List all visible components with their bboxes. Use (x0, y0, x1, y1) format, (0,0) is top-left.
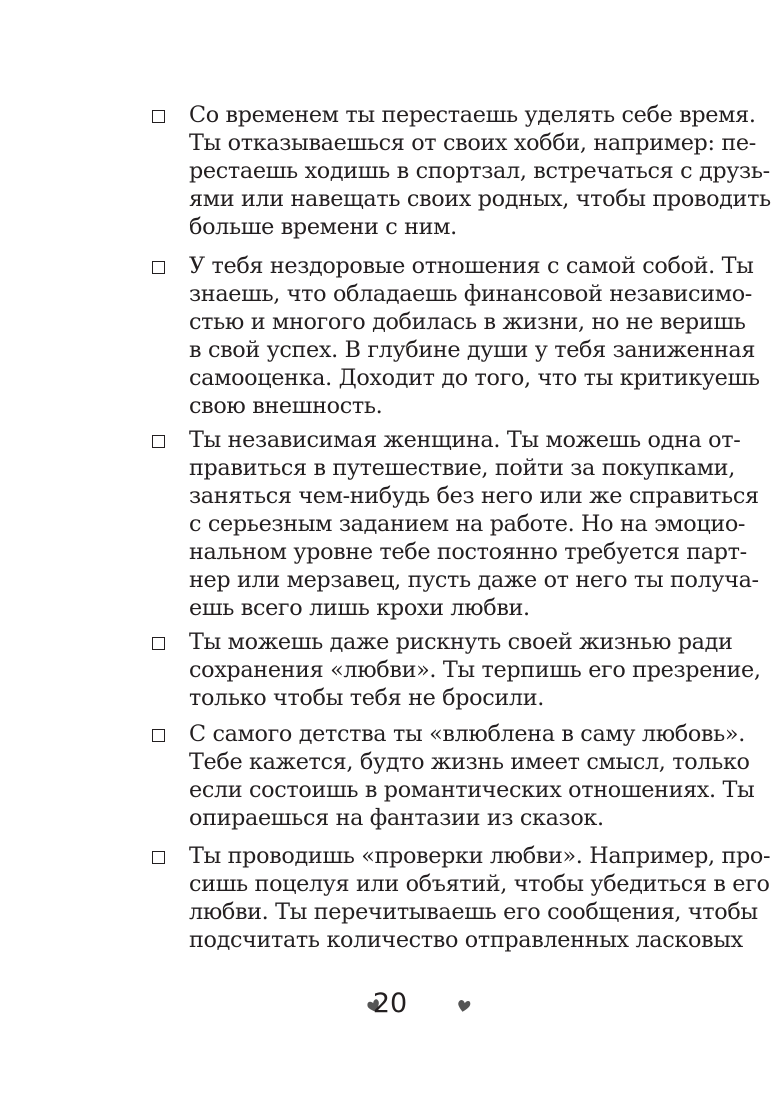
checkbox-icon[interactable] (152, 435, 165, 448)
text-line: Ты проводишь «проверки любви». Например, про- (189, 843, 771, 869)
text-line: нер или мерзавец, пусть даже от него ты получа- (189, 567, 759, 593)
text-line: Со временем ты перестаешь уделять себе время. (189, 102, 756, 128)
text-line: Ты можешь даже рискнуть своей жизнью ради (189, 629, 733, 655)
text-line: У тебя нездоровые отношения с самой собой. Ты (189, 253, 754, 279)
text-line: рестаешь ходишь в спортзал, встречаться с друзь- (189, 158, 770, 184)
checkbox-icon[interactable] (152, 729, 165, 742)
text-line: если состоишь в романтических отношениях. Ты (189, 777, 755, 803)
text-line: С самого детства ты «влюблена в саму любовь». (189, 721, 745, 747)
text-line: свою внешность. (189, 393, 383, 419)
text-line: Ты независимая женщина. Ты можешь одна от- (189, 427, 741, 453)
text-line: заняться чем-нибудь без него или же справиться (189, 483, 759, 509)
checkbox-icon[interactable] (152, 261, 165, 274)
checkbox-icon[interactable] (152, 851, 165, 864)
text-line: Ты отказываешься от своих хобби, например: пе- (189, 130, 756, 156)
text-line: любви. Ты перечитываешь его сообщения, чтобы (189, 899, 758, 925)
text-line: сохранения «любви». Ты терпишь его презрение, (189, 657, 761, 683)
text-line: с серьезным заданием на работе. Но на эмоцио- (189, 511, 746, 537)
text-line: ями или навещать своих родных, чтобы проводить (189, 186, 771, 212)
text-line: стью и многого добилась в жизни, но не веришь (189, 309, 746, 335)
text-line: Тебе кажется, будто жизнь имеет смысл, только (189, 749, 750, 775)
text-line: сишь поцелуя или объятий, чтобы убедиться в его (189, 871, 770, 897)
text-line: в свой успех. В глубине души у тебя заниженная (189, 337, 756, 363)
text-line: самооценка. Доходит до того, что ты критикуешь (189, 365, 760, 391)
text-line: только чтобы тебя не бросили. (189, 685, 544, 711)
text-line: подсчитать количество отправленных ласковых (189, 927, 743, 953)
text-line: опираешься на фантазии из сказок. (189, 805, 604, 831)
text-line: ешь всего лишь крохи любви. (189, 595, 530, 621)
text-line: нальном уровне тебе постоянно требуется парт- (189, 539, 747, 565)
checkbox-icon[interactable] (152, 110, 165, 123)
page-number: 20 (372, 988, 408, 1019)
checkbox-icon[interactable] (152, 637, 165, 650)
page-footer (0, 984, 780, 1024)
text-line: знаешь, что обладаешь финансовой независимо- (189, 281, 752, 307)
text-line: больше времени с ним. (189, 214, 457, 240)
heart-ornament-icon (456, 998, 472, 1014)
text-line: правиться в путешествие, пойти за покупками, (189, 455, 735, 481)
